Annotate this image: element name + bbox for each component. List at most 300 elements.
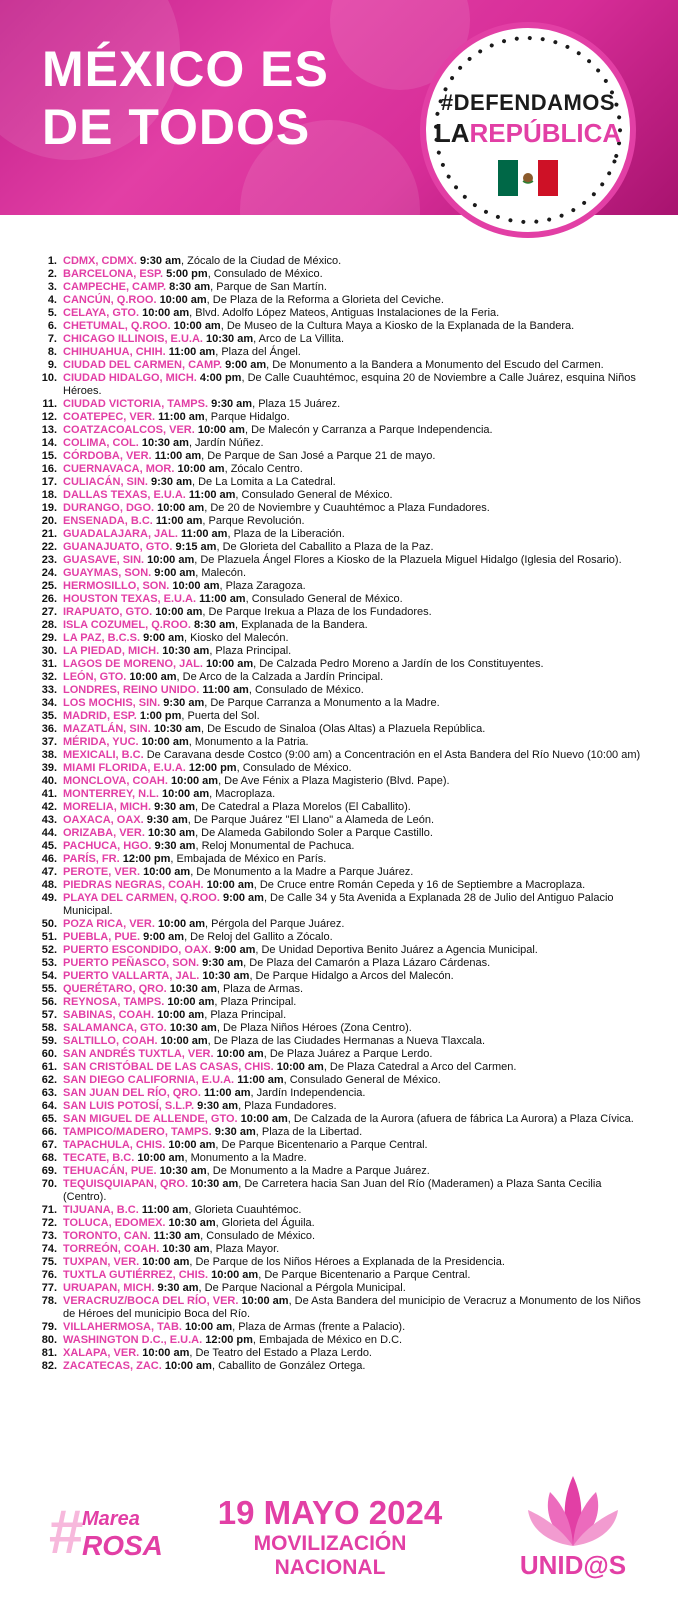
item-text <box>57 619 645 632</box>
item-city: ORIZABA, VER. <box>63 827 145 839</box>
item-number: 64. <box>41 1100 57 1112</box>
item-city: MORELIA, MICH. <box>63 801 151 813</box>
item-time: 10:00 am <box>168 1139 216 1151</box>
item-place: , De Plaza Catedral a Arco del Carmen. <box>323 1061 517 1073</box>
item-place: , De Plaza del Camarón a Plaza Lázaro Cárdenas. <box>243 957 491 969</box>
item-time: 10:00 am <box>142 1256 190 1268</box>
item-time: 10:00 am <box>142 1347 190 1359</box>
item-place: , Embajada de México en D.C. <box>252 1334 403 1346</box>
item-time: 10:00 am <box>177 463 225 475</box>
item-time: 9:30 am <box>151 476 192 488</box>
item-city: CAMPECHE, CAMP. <box>63 281 167 293</box>
item-city: WASHINGTON D.C., E.U.A. <box>63 1334 203 1346</box>
item-place: , De Catedral a Plaza Morelos (El Caballito). <box>195 801 411 813</box>
item-text <box>57 450 645 463</box>
item-time: 10:00 am <box>211 1269 259 1281</box>
item-text <box>57 541 645 554</box>
badge-hashtag-line-1: #DEFENDAMOS <box>440 90 616 115</box>
item-time: 11:00 am <box>204 1087 251 1099</box>
item-place: , Plaza de Armas. <box>216 983 304 995</box>
item-city: POZA RICA, VER. <box>63 918 155 930</box>
item-text <box>57 827 645 840</box>
item-number: 19. <box>41 502 57 514</box>
item-text <box>57 1126 645 1139</box>
item-city: LEÓN, GTO. <box>63 671 127 683</box>
item-text <box>57 554 645 567</box>
item-place: , Consulado de México. <box>207 268 323 280</box>
item-number: 31. <box>41 658 57 670</box>
item-city: CDMX, CDMX. <box>63 255 137 267</box>
item-text <box>57 1360 645 1373</box>
item-city: PIEDRAS NEGRAS, COAH. <box>63 879 204 891</box>
unidos-wordmark: UNID@S <box>519 1550 627 1580</box>
list-item <box>30 1126 645 1139</box>
item-city: ZACATECAS, ZAC. <box>63 1360 162 1372</box>
list-item <box>30 736 645 749</box>
item-city: CHIHUAHUA, CHIH. <box>63 346 166 358</box>
item-time: 11:00 am <box>168 346 216 358</box>
list-item <box>30 528 645 541</box>
item-number: 79. <box>41 1321 57 1333</box>
item-city: MAZATLÁN, SIN. <box>63 723 151 735</box>
item-text <box>57 567 645 580</box>
item-text <box>57 814 645 827</box>
marea-rosa-logo <box>48 1498 198 1568</box>
item-number: 14. <box>41 437 57 449</box>
item-number: 60. <box>41 1048 57 1060</box>
item-city: SAN MIGUEL DE ALLENDE, GTO. <box>63 1113 238 1125</box>
list-item <box>30 255 645 268</box>
item-city: GUASAVE, SIN. <box>63 554 145 566</box>
item-city: PUERTO VALLARTA, JAL. <box>63 970 200 982</box>
item-city: PACHUCA, HGO. <box>63 840 152 852</box>
list-item <box>30 814 645 827</box>
marea-word: Marea <box>82 1508 140 1530</box>
item-text <box>57 1256 645 1269</box>
item-city: LOS MOCHIS, SIN. <box>63 697 161 709</box>
item-text <box>57 463 645 476</box>
item-place: , Consulado de México. <box>248 684 364 696</box>
item-time: 10:00 am <box>157 502 205 514</box>
item-time: 10:00 am <box>162 788 210 800</box>
item-text <box>57 788 645 801</box>
item-text <box>57 502 645 515</box>
item-city: MIAMI FLORIDA, E.U.A. <box>63 762 186 774</box>
item-time: 11:00 am <box>202 684 249 696</box>
item-text <box>57 372 645 398</box>
item-number: 6. <box>47 320 57 332</box>
list-item <box>30 346 645 359</box>
list-item <box>30 450 645 463</box>
item-place: , De Calle 34 y 5ta Avenida a Explanada 28 de Julio del Antiguo Palacio Municipal. <box>63 892 614 917</box>
item-text <box>57 918 645 931</box>
item-text <box>57 749 645 762</box>
list-item <box>30 463 645 476</box>
item-place: , De Parque Bicentenario a Parque Central. <box>258 1269 471 1281</box>
item-place: , De Plaza Juárez a Parque Lerdo. <box>263 1048 433 1060</box>
item-number: 54. <box>41 970 57 982</box>
item-place: , Plaza Fundadores. <box>238 1100 337 1112</box>
item-city: LAGOS DE MORENO, JAL. <box>63 658 203 670</box>
item-city: REYNOSA, TAMPS. <box>63 996 165 1008</box>
item-place: , Zócalo de la Ciudad de México. <box>181 255 342 267</box>
list-item <box>30 1113 645 1126</box>
list-item <box>30 1074 645 1087</box>
item-number: 46. <box>41 853 57 865</box>
item-city: IRAPUATO, GTO. <box>63 606 153 618</box>
item-place: , Plaza de la Libertad. <box>255 1126 363 1138</box>
item-number: 5. <box>47 307 57 319</box>
item-number: 80. <box>41 1334 57 1346</box>
item-place: , De Calzada Pedro Moreno a Jardín de los Constituyentes. <box>253 658 544 670</box>
item-place: , Monumento a la Patria. <box>188 736 309 748</box>
item-text <box>57 684 645 697</box>
list-item <box>30 268 645 281</box>
list-item <box>30 1087 645 1100</box>
item-place: , De Escudo de Sinaloa (Olas Altas) a Plazuela República. <box>200 723 486 735</box>
item-city: ENSENADA, B.C. <box>63 515 153 527</box>
marea-hash-mark: # <box>48 1498 83 1567</box>
list-item <box>30 944 645 957</box>
item-place: , Plaza de la Liberación. <box>227 528 345 540</box>
item-place: , De La Lomita a La Catedral. <box>192 476 336 488</box>
list-item <box>30 372 645 398</box>
item-city: SAN LUIS POTOSÍ, S.L.P. <box>63 1100 195 1112</box>
item-city: COATEPEC, VER. <box>63 411 156 423</box>
item-time: 9:30 am <box>140 255 181 267</box>
list-item <box>30 619 645 632</box>
item-text <box>57 658 645 671</box>
item-place: , Monumento a la Madre. <box>184 1152 307 1164</box>
list-item <box>30 1217 645 1230</box>
item-city: LA PAZ, B.C.S. <box>63 632 140 644</box>
item-time: 10:30 am <box>202 970 250 982</box>
item-text <box>57 1048 645 1061</box>
item-place: , Glorieta del Águila. <box>215 1217 315 1229</box>
item-place: , Consulado General de México. <box>235 489 393 501</box>
item-text <box>57 1074 645 1087</box>
item-number: 66. <box>41 1126 57 1138</box>
item-city: GUADALAJARA, JAL. <box>63 528 178 540</box>
item-city: SAN DIEGO CALIFORNIA, E.U.A. <box>63 1074 235 1086</box>
item-place: , Plaza Principal. <box>209 645 292 657</box>
item-time: 9:30 am <box>202 957 244 969</box>
item-text <box>57 294 645 307</box>
item-text <box>57 840 645 853</box>
item-city: TOLUCA, EDOMEX. <box>63 1217 166 1229</box>
item-time: 9:30 am <box>197 1100 239 1112</box>
item-city: PUERTO ESCONDIDO, OAX. <box>63 944 212 956</box>
item-text <box>57 359 645 372</box>
list-item <box>30 671 645 684</box>
item-text <box>57 801 645 814</box>
list-item <box>30 359 645 372</box>
list-item <box>30 1334 645 1347</box>
list-item <box>30 1230 645 1243</box>
list-item <box>30 502 645 515</box>
item-time: 9:30 am <box>154 801 196 813</box>
item-city: SAN JUAN DEL RÍO, QRO. <box>63 1087 201 1099</box>
item-place: , De Alameda Gabilondo Soler a Parque Castillo. <box>195 827 433 839</box>
item-place: , De Parque Bicentenario a Parque Central. <box>215 1139 428 1151</box>
item-number: 25. <box>41 580 57 592</box>
item-city: TAPACHULA, CHIS. <box>63 1139 166 1151</box>
item-text <box>57 697 645 710</box>
item-text <box>57 1321 645 1334</box>
item-text <box>57 424 645 437</box>
list-item <box>30 489 645 502</box>
event-list <box>30 255 645 1373</box>
item-text <box>57 346 645 359</box>
item-text <box>57 1347 645 1360</box>
item-number: 68. <box>41 1152 57 1164</box>
item-place: , De Asta Bandera del municipio de Veracruz a Monumento de los Niños de Héroes del municipio Boca del Río. <box>63 1295 641 1320</box>
item-text <box>57 723 645 736</box>
item-time: 11:00 am <box>155 515 203 527</box>
item-city: PLAYA DEL CARMEN, Q.ROO. <box>63 892 220 904</box>
item-time: 10:30 am <box>159 1165 207 1177</box>
list-item <box>30 723 645 736</box>
item-text <box>57 1087 645 1100</box>
item-number: 20. <box>41 515 57 527</box>
item-city: MONCLOVA, COAH. <box>63 775 168 787</box>
item-text <box>57 255 645 268</box>
item-place: , Pérgola del Parque Juárez. <box>205 918 345 930</box>
list-item <box>30 554 645 567</box>
item-city: TEHUACÁN, PUE. <box>63 1165 157 1177</box>
item-city: XALAPA, VER. <box>63 1347 140 1359</box>
footer <box>0 1480 678 1600</box>
item-place: De Caravana desde Costco (9:00 am) a Concentración en el Asta Bandera del Río Nuevo (10:00 am) <box>146 749 641 761</box>
item-city: BARCELONA, ESP. <box>63 268 164 280</box>
item-text <box>57 1230 645 1243</box>
item-text <box>57 1204 645 1217</box>
item-time: 10:00 am <box>170 775 219 787</box>
item-number: 74. <box>41 1243 57 1255</box>
item-time: 10:00 am <box>172 580 220 592</box>
item-city: GUAYMAS, SON. <box>63 567 152 579</box>
item-city: CIUDAD HIDALGO, MICH. <box>63 372 197 384</box>
item-place: , Parque Hidalgo. <box>204 411 290 423</box>
item-city: GUANAJUATO, GTO. <box>63 541 173 553</box>
item-time: 12:00 pm <box>205 1334 253 1346</box>
item-time: 10:00 am <box>206 879 254 891</box>
item-place: , Blvd. Adolfo López Mateos, Antiguas Instalaciones de la Feria. <box>189 307 500 319</box>
item-time: 9:15 am <box>175 541 217 553</box>
item-number: 47. <box>41 866 57 878</box>
item-time: 10:00 am <box>197 424 245 436</box>
item-time: 10:00 am <box>159 294 207 306</box>
list-item <box>30 593 645 606</box>
item-text <box>57 645 645 658</box>
item-text <box>57 320 645 333</box>
item-time: 10:00 am <box>173 320 221 332</box>
item-place: , Embajada de México en París. <box>170 853 327 865</box>
item-place: , De Glorieta del Caballito a Plaza de la Paz. <box>216 541 434 553</box>
item-text <box>57 1243 645 1256</box>
item-time: 10:30 am <box>191 1178 239 1190</box>
item-number: 61. <box>41 1061 57 1073</box>
item-number: 65. <box>41 1113 57 1125</box>
item-place: , Jardín Núñez. <box>188 437 264 449</box>
item-city: CELAYA, GTO. <box>63 307 140 319</box>
item-number: 45. <box>41 840 57 852</box>
list-item <box>30 1269 645 1282</box>
item-time: 11:00 am <box>199 593 246 605</box>
item-time: 11:00 am <box>158 411 205 423</box>
item-time: 10:00 am <box>142 307 190 319</box>
item-city: TORREÓN, COAH. <box>63 1243 160 1255</box>
item-city: TIJUANA, B.C. <box>63 1204 139 1216</box>
item-number: 15. <box>41 450 57 462</box>
item-place: , Plaza Principal. <box>204 1009 287 1021</box>
item-time: 10:30 am <box>169 983 217 995</box>
item-number: 52. <box>41 944 57 956</box>
list-item <box>30 840 645 853</box>
item-time: 9:00 am <box>214 944 256 956</box>
item-time: 4:00 pm <box>199 372 242 384</box>
item-text <box>57 1269 645 1282</box>
item-place: , De Parque de San José a Parque 21 de mayo. <box>201 450 436 462</box>
item-place: , Plaza de Armas (frente a Palacio). <box>232 1321 406 1333</box>
item-city: ISLA COZUMEL, Q.ROO. <box>63 619 191 631</box>
item-text <box>57 1217 645 1230</box>
item-text <box>57 931 645 944</box>
page-title <box>42 40 329 156</box>
item-place: , De Monumento a la Bandera a Monumento del Escudo del Carmen. <box>266 359 604 371</box>
item-text <box>57 307 645 320</box>
item-place: , Parque de San Martín. <box>210 281 327 293</box>
item-city: HOUSTON TEXAS, E.U.A. <box>63 593 197 605</box>
item-number: 59. <box>41 1035 57 1047</box>
item-city: LONDRES, REINO UNIDO. <box>63 684 200 696</box>
item-time: 10:00 am <box>240 1113 288 1125</box>
list-item <box>30 1035 645 1048</box>
list-item <box>30 294 645 307</box>
item-time: 9:00 am <box>154 567 196 579</box>
item-time: 10:30 am <box>153 723 201 735</box>
list-item <box>30 775 645 788</box>
badge-hashtag-line-2 <box>426 118 630 149</box>
item-city: TORONTO, CAN. <box>63 1230 151 1242</box>
item-place: , De Carretera hacia San Juan del Río (Maderamen) a Plaza Santa Cecilia (Centro). <box>63 1178 602 1203</box>
item-city: COATZACOALCOS, VER. <box>63 424 195 436</box>
list-item <box>30 866 645 879</box>
item-text <box>57 1035 645 1048</box>
list-item <box>30 788 645 801</box>
item-time: 10:00 am <box>206 658 254 670</box>
list-item <box>30 424 645 437</box>
list-item <box>30 1360 645 1373</box>
item-city: PARÍS, FR. <box>63 853 120 865</box>
item-place: , Malecón. <box>195 567 247 579</box>
item-time: 10:00 am <box>129 671 177 683</box>
item-place: , De Malecón y Carranza a Parque Independencia. <box>244 424 493 436</box>
item-city: SALTILLO, COAH. <box>63 1035 158 1047</box>
item-text <box>57 268 645 281</box>
item-city: PUEBLA, PUE. <box>63 931 141 943</box>
item-city: PUERTO PEÑASCO, SON. <box>63 957 200 969</box>
item-city: TAMPICO/MADERO, TAMPS. <box>63 1126 212 1138</box>
item-time: 10:30 am <box>147 827 196 839</box>
item-place: , Consulado de México. <box>236 762 352 774</box>
event-date <box>200 1494 460 1580</box>
list-item <box>30 1009 645 1022</box>
item-number: 48. <box>41 879 57 891</box>
item-text <box>57 944 645 957</box>
list-item <box>30 307 645 320</box>
item-place: , Consulado General de México. <box>245 593 403 605</box>
item-place: , De Monumento a la Madre a Parque Juárez. <box>206 1165 430 1177</box>
item-text <box>57 736 645 749</box>
item-city: OAXACA, OAX. <box>63 814 144 826</box>
item-city: CULIACÁN, SIN. <box>63 476 148 488</box>
item-number: 9. <box>47 359 57 371</box>
item-number: 67. <box>41 1139 57 1151</box>
item-number: 1. <box>47 255 57 267</box>
item-number: 41. <box>41 788 57 800</box>
item-time: 10:00 am <box>276 1061 324 1073</box>
item-number: 50. <box>41 918 57 930</box>
list-item <box>30 1061 645 1074</box>
item-text <box>57 528 645 541</box>
item-number: 34. <box>41 697 57 709</box>
item-place: , De Cruce entre Román Cepeda y 16 de Septiembre a Macroplaza. <box>253 879 586 891</box>
item-place: , De Parque Nacional a Pérgola Municipal. <box>198 1282 406 1294</box>
item-time: 11:00 am <box>154 450 202 462</box>
item-time: 8:30 am <box>194 619 235 631</box>
item-number: 63. <box>41 1087 57 1099</box>
item-time: 10:30 am <box>141 437 189 449</box>
list-item <box>30 645 645 658</box>
list-item <box>30 281 645 294</box>
item-place: , Puerta del Sol. <box>181 710 260 722</box>
item-time: 11:30 am <box>153 1230 201 1242</box>
list-item <box>30 320 645 333</box>
item-time: 1:00 pm <box>139 710 182 722</box>
item-city: CÓRDOBA, VER. <box>63 450 152 462</box>
item-number: 17. <box>41 476 57 488</box>
unidos-logo <box>518 1480 628 1585</box>
item-time: 10:00 am <box>147 554 195 566</box>
item-text <box>57 1282 645 1295</box>
item-number: 21. <box>41 528 57 540</box>
badge-hashtag-republica: REPÚBLICA <box>469 118 622 148</box>
item-text <box>57 1165 645 1178</box>
item-place: , De Plazuela Ángel Flores a Kiosko de la Plazuela Miguel Hidalgo (Iglesia del Rosario). <box>194 554 622 566</box>
item-time: 12:00 pm <box>122 853 171 865</box>
item-city: LA PIEDAD, MICH. <box>63 645 160 657</box>
item-number: 40. <box>41 775 57 787</box>
item-text <box>57 866 645 879</box>
list-item <box>30 1178 645 1204</box>
item-text <box>57 775 645 788</box>
item-text <box>57 996 645 1009</box>
list-item <box>30 1204 645 1217</box>
item-number: 18. <box>41 489 57 501</box>
mobilization-subtitle: MOVILIZACIÓN NACIONAL <box>253 1532 407 1579</box>
list-item <box>30 398 645 411</box>
item-place: , Zócalo Centro. <box>224 463 303 475</box>
item-text <box>57 892 645 918</box>
item-time: 11:00 am <box>188 489 236 501</box>
item-number: 22. <box>41 541 57 553</box>
item-text <box>57 1334 645 1347</box>
item-time: 9:30 am <box>157 1282 199 1294</box>
item-text <box>57 515 645 528</box>
item-place: , Parque Revolución. <box>202 515 305 527</box>
list-item <box>30 697 645 710</box>
